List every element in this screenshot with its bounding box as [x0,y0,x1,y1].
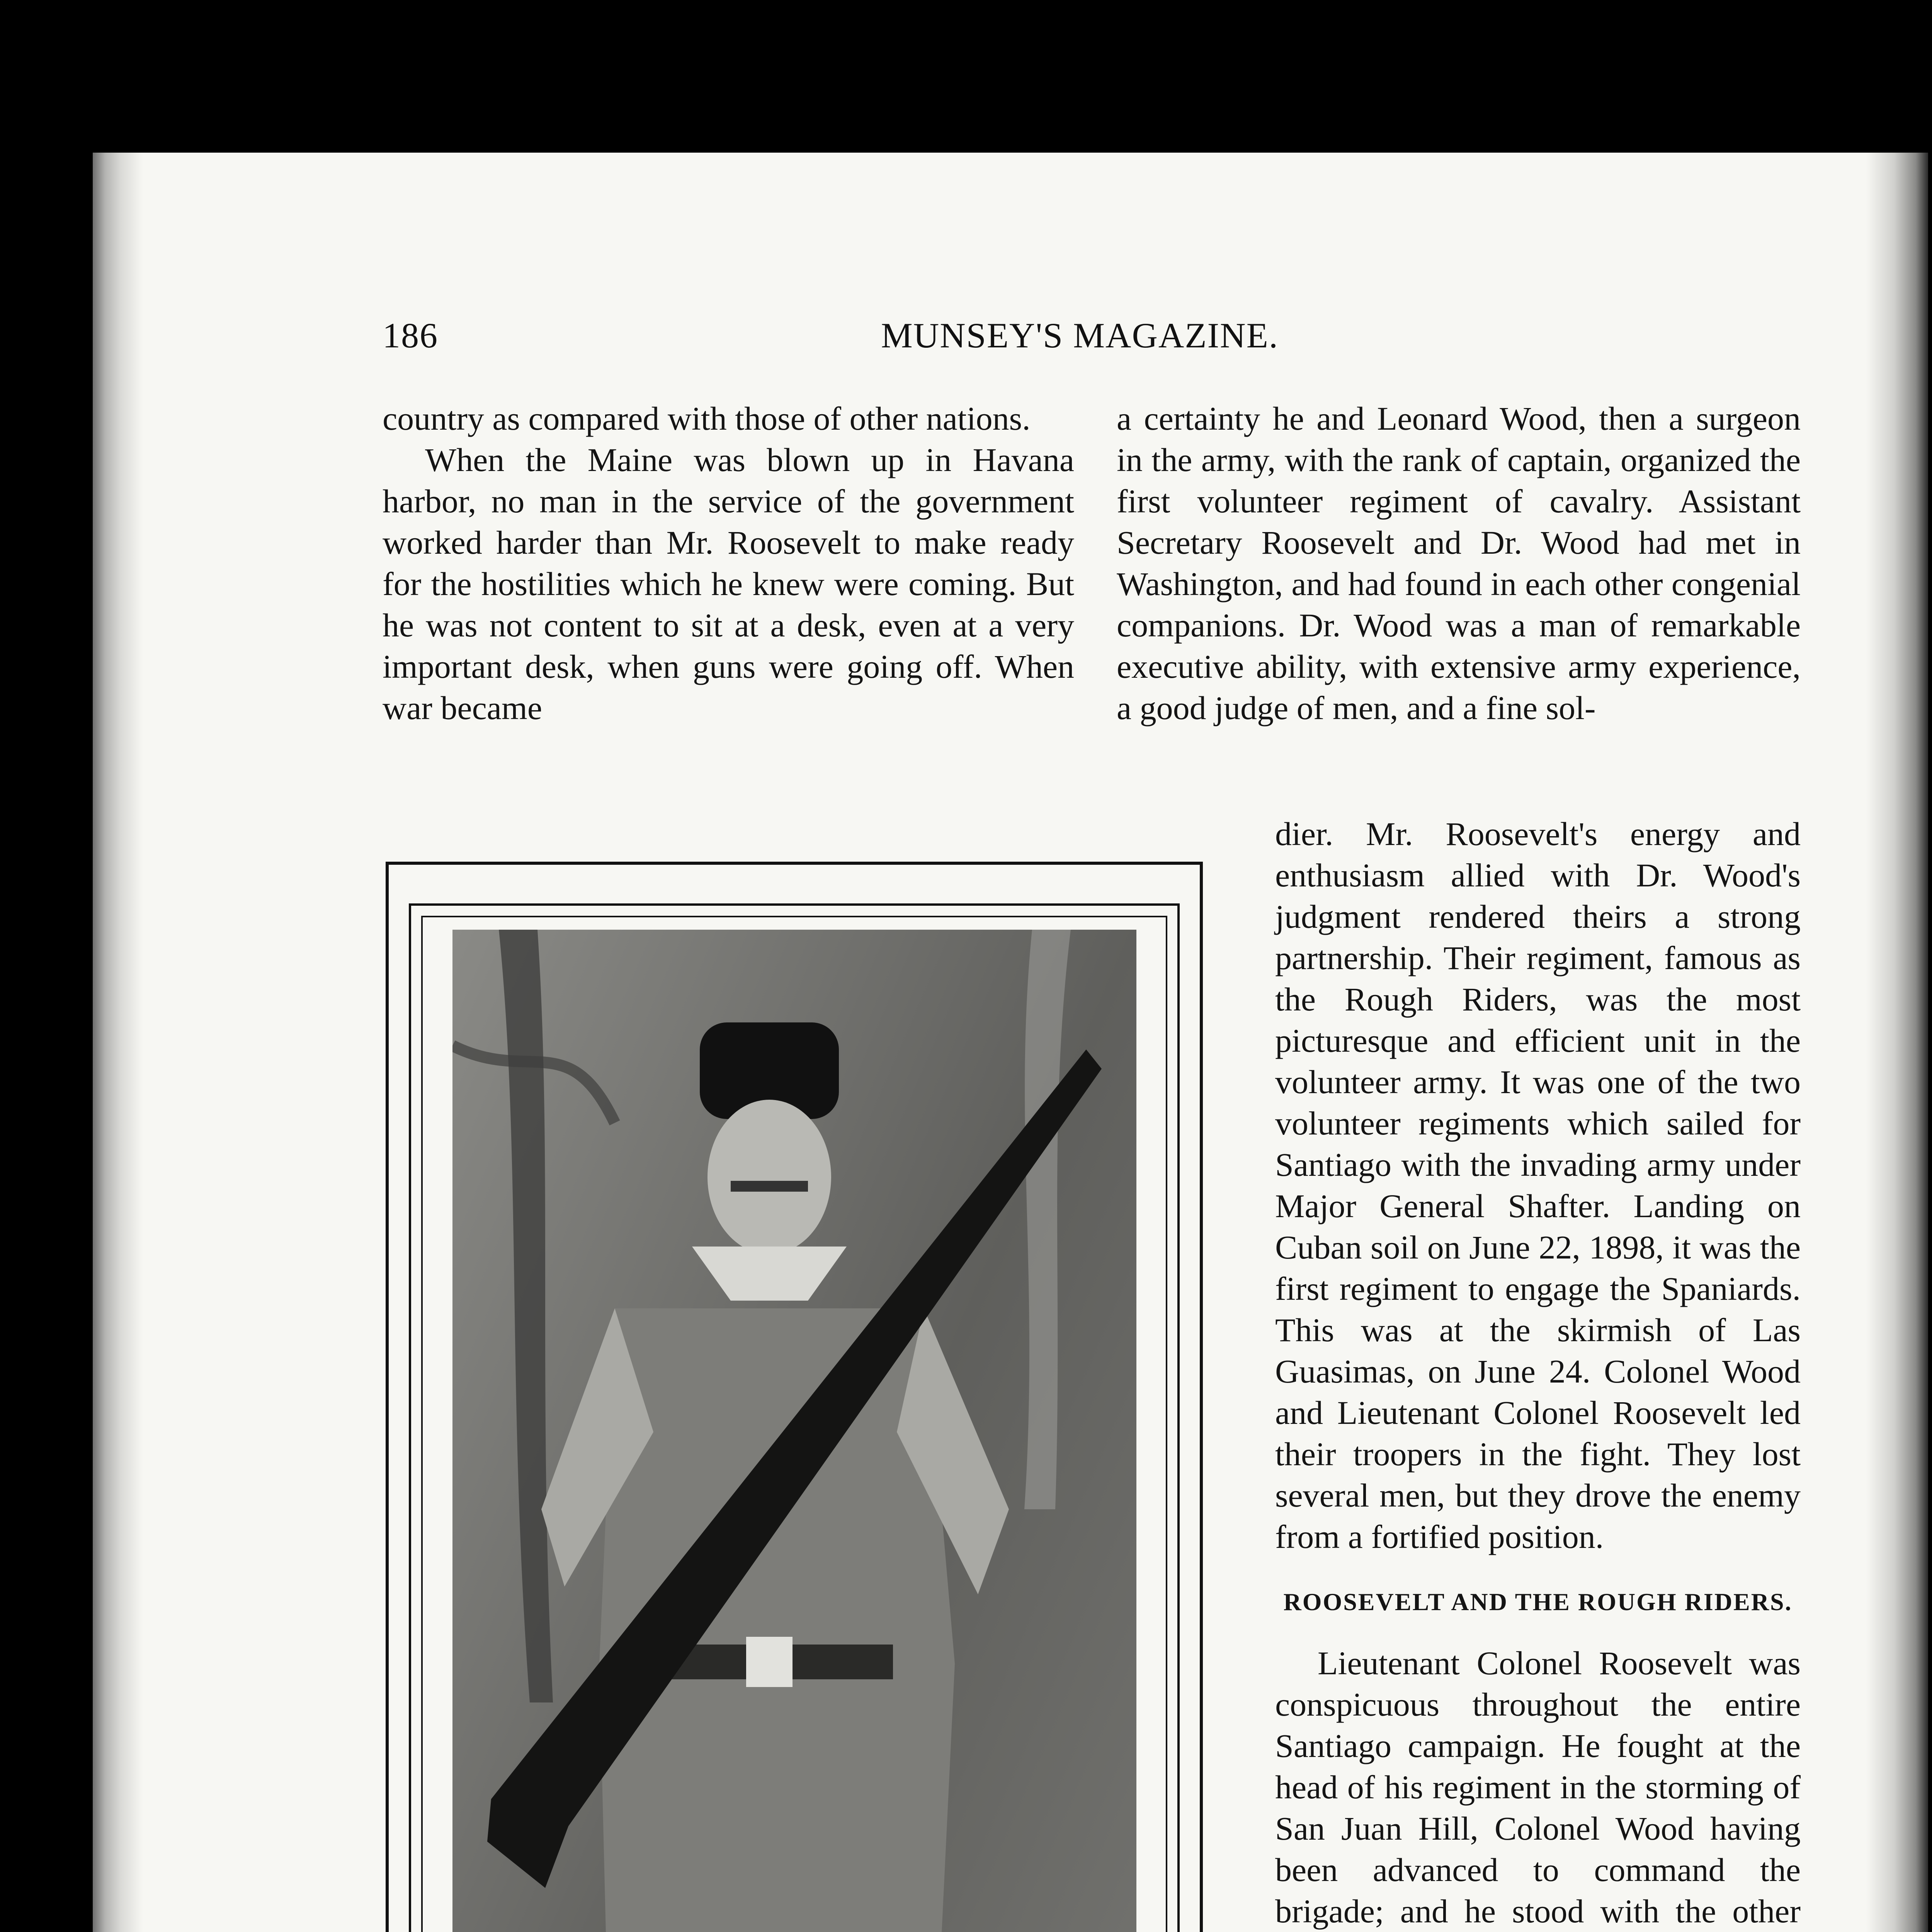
paragraph: Lieutenant Colonel Roosevelt was conspicuous throughout the entire Santiago campaign. He fought at the head of his regiment in the storming of San Juan Hill, Colonel Wood having been advanced to command the brigade; and he stood with the other [1275,1645,1801,1930]
page-number: 186 [383,316,438,355]
paragraph: a certainty he and Leonard Wood, then a surgeon in the army, with the rank of captain, organized the first volunteer regiment of cavalry. Assistant Secretary Roosevelt and Dr. Wood had met in Washington, and had found in each other congenial companions. Dr. Wood was a man of remarkable executive ability, with extensive army experience, a good judge of men, and a fine sol- [1117,400,1801,726]
paragraph: When the Maine was blown up in Havana harbor, no man in the service of the government worked harder than Mr. Roosevelt to make ready for the hostilities which he knew were coming. But he was not content to sit at a desk, even at a very important desk, when guns were going off. When war became [383,441,1074,726]
left-column [383,398,1074,729]
roosevelt-portrait-photo [452,930,1136,1932]
running-head: MUNSEY'S MAGAZINE. [881,316,1279,355]
page-header [383,315,1816,361]
paragraph: country as compared with those of other nations. [383,400,1031,437]
portrait-illustration [452,930,1136,1932]
section-heading: ROOSEVELT AND THE ROUGH RIDERS. [1283,1588,1793,1616]
figure-frame [386,862,1203,1932]
page-edge-shadow [1866,153,1928,1932]
paragraph: dier. Mr. Roosevelt's energy and enthusiasm allied with Dr. Wood's judgment rendered theirs a strong partnership. Their regiment, famous as the Rough Riders, was the most picturesque and efficient unit in the volunteer army. It was one of the two volunteer regiments which sailed for Santiago with the invading army under Major General Shafter. Landing on Cuban soil on June 22, 1898, it was the first regiment to engage the Spaniards. This was at the skirmish of Las Guasimas, on June 24. Colonel Wood and Lieutenant Colonel Roosevelt led their troopers in the fight. They lost several men, but they drove the enemy from a fortified position. [1275,815,1801,1555]
page-gutter-shadow [93,153,143,1932]
right-column-continued [1275,813,1801,1932]
right-column-top [1117,398,1801,729]
